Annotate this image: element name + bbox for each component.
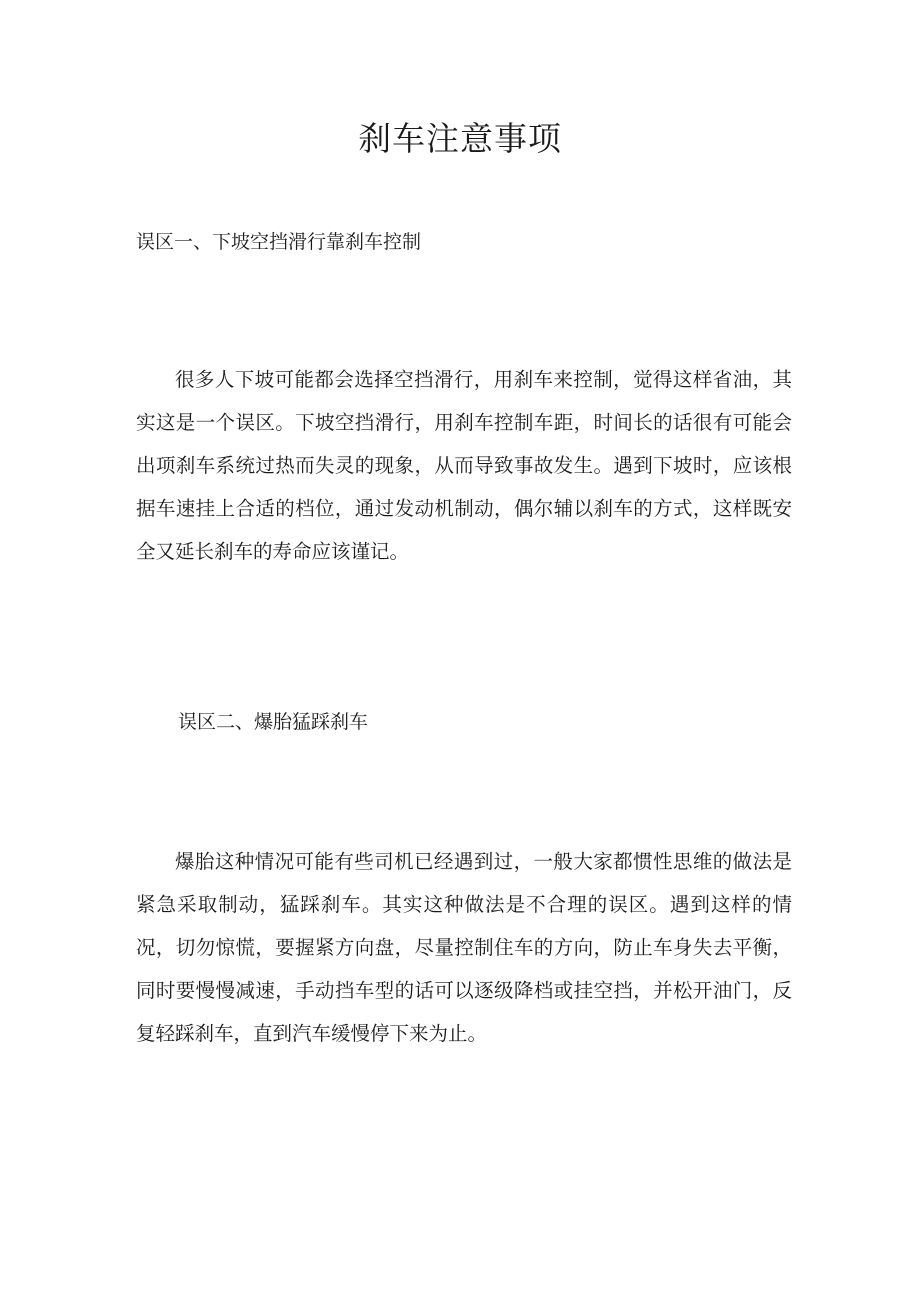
section-1-paragraph: 很多人下坡可能都会选择空挡滑行，用刹车来控制，觉得这样省油，其实这是一个误区。下坡空挡滑行，用刹车控制车距，时间长的话很有可能会出项刹车系统过热而失灵的现象，从而导致事故发生。遇到下坡时，应该根据车速挂上合适的档位，通过发动机制动，偶尔辅以刹车的方式，这样既安全又延长刹车的寿命应该谨记。 — [136, 368, 792, 563]
section-1-heading: 误区一、下坡空挡滑行靠刹车控制 — [136, 231, 422, 253]
section-2-paragraph: 爆胎这种情况可能有些司机已经遇到过，一般大家都惯性思维的做法是紧急采取制动，猛踩刹车。其实这种做法是不合理的误区。遇到这样的情况，切勿惊慌，要握紧方向盘，尽量控制住车的方向，防止车身失去平衡，同时要慢慢减速，手动挡车型的话可以逐级降档或挂空挡，并松开油门，反复轻踩刹车，直到汽车缓慢停下来为止。 — [136, 850, 792, 1045]
section-2-heading: 误区二、爆胎猛踩刹车 — [178, 711, 369, 733]
document-title: 刹车注意事项 — [358, 119, 562, 158]
